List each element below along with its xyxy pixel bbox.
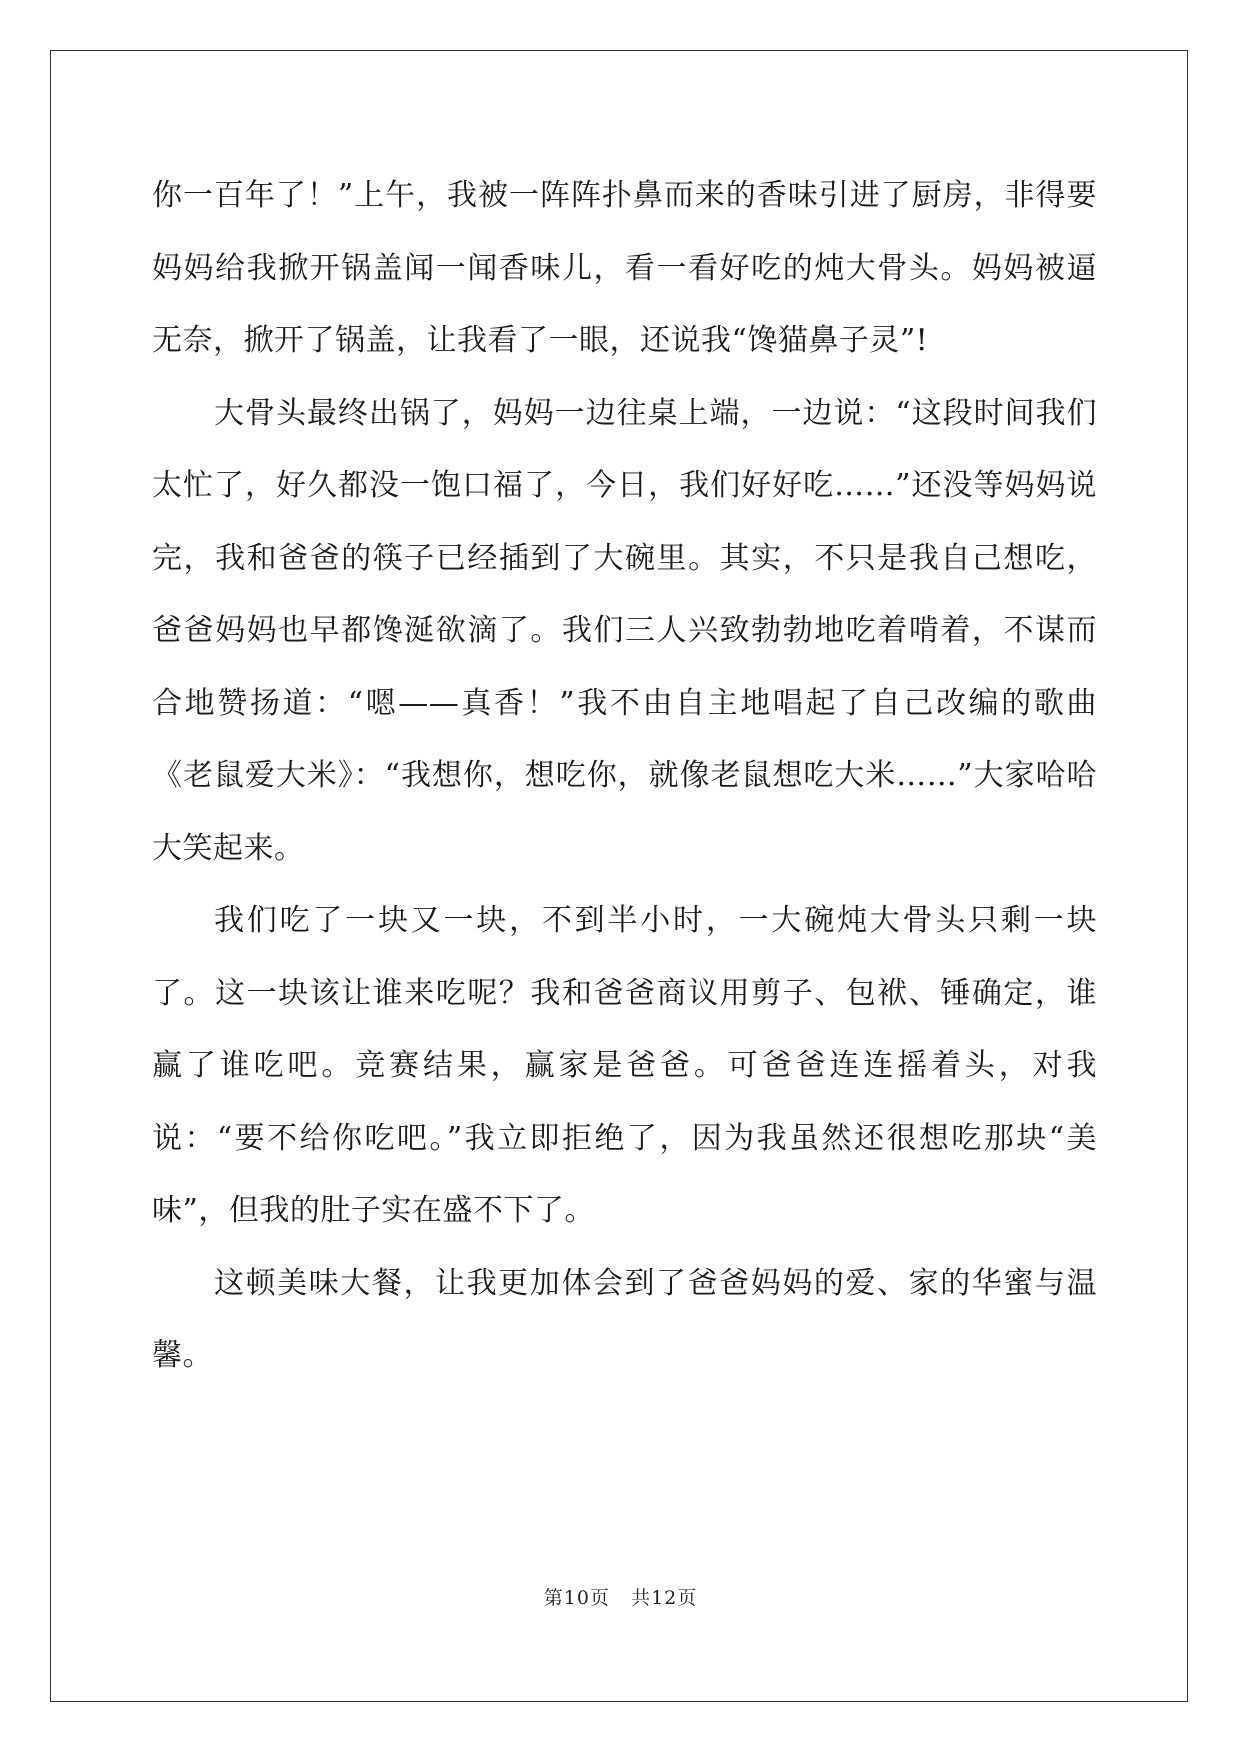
paragraph-1: 你一百年了！”上午，我被一阵阵扑鼻而来的香味引进了厨房，非得要妈妈给我掀开锅盖闻一闻香味儿，看一看好吃的炖大骨头。妈妈被逼无奈，掀开了锅盖，让我看了一眼，还说我“馋猫鼻子灵”!: [152, 178, 1097, 358]
page-total: 共12页: [631, 1587, 698, 1609]
paragraph-4: 这顿美味大餐，让我更加体会到了爸爸妈妈的爱、家的华蜜与温馨。: [152, 1265, 1097, 1373]
paragraph-2: 大骨头最终出锅了，妈妈一边往桌上端，一边说：“这段时间我们太忙了，好久都没一饱口福了，今日，我们好好吃……”还没等妈妈说完，我和爸爸的筷子已经插到了大碗里。其实，不只是我自己想吃，爸爸妈妈也早都馋涎欲滴了。我们三人兴致勃勃地吃着啃着，不谋而合地赞扬道：“嗯——真香！”我不由自主地唱起了自己改编的歌曲《老鼠爱大米》：“我想你，想吃你，就像老鼠想吃大米……”大家哈哈大笑起来。: [152, 395, 1097, 866]
page-footer: [0, 1583, 1241, 1610]
page-number: 第10页: [543, 1587, 610, 1609]
document-body: [152, 160, 1097, 1393]
paragraph-3: 我们吃了一块又一块，不到半小时，一大碗炖大骨头只剩一块了。这一块该让谁来吃呢？我和爸爸商议用剪子、包袱、锤确定，谁赢了谁吃吧。竞赛结果，赢家是爸爸。可爸爸连连摇着头，对我说：“要不给你吃吧。”我立即拒绝了，因为我虽然还很想吃那块“美味”，但我的肚子实在盛不下了。: [152, 903, 1097, 1228]
